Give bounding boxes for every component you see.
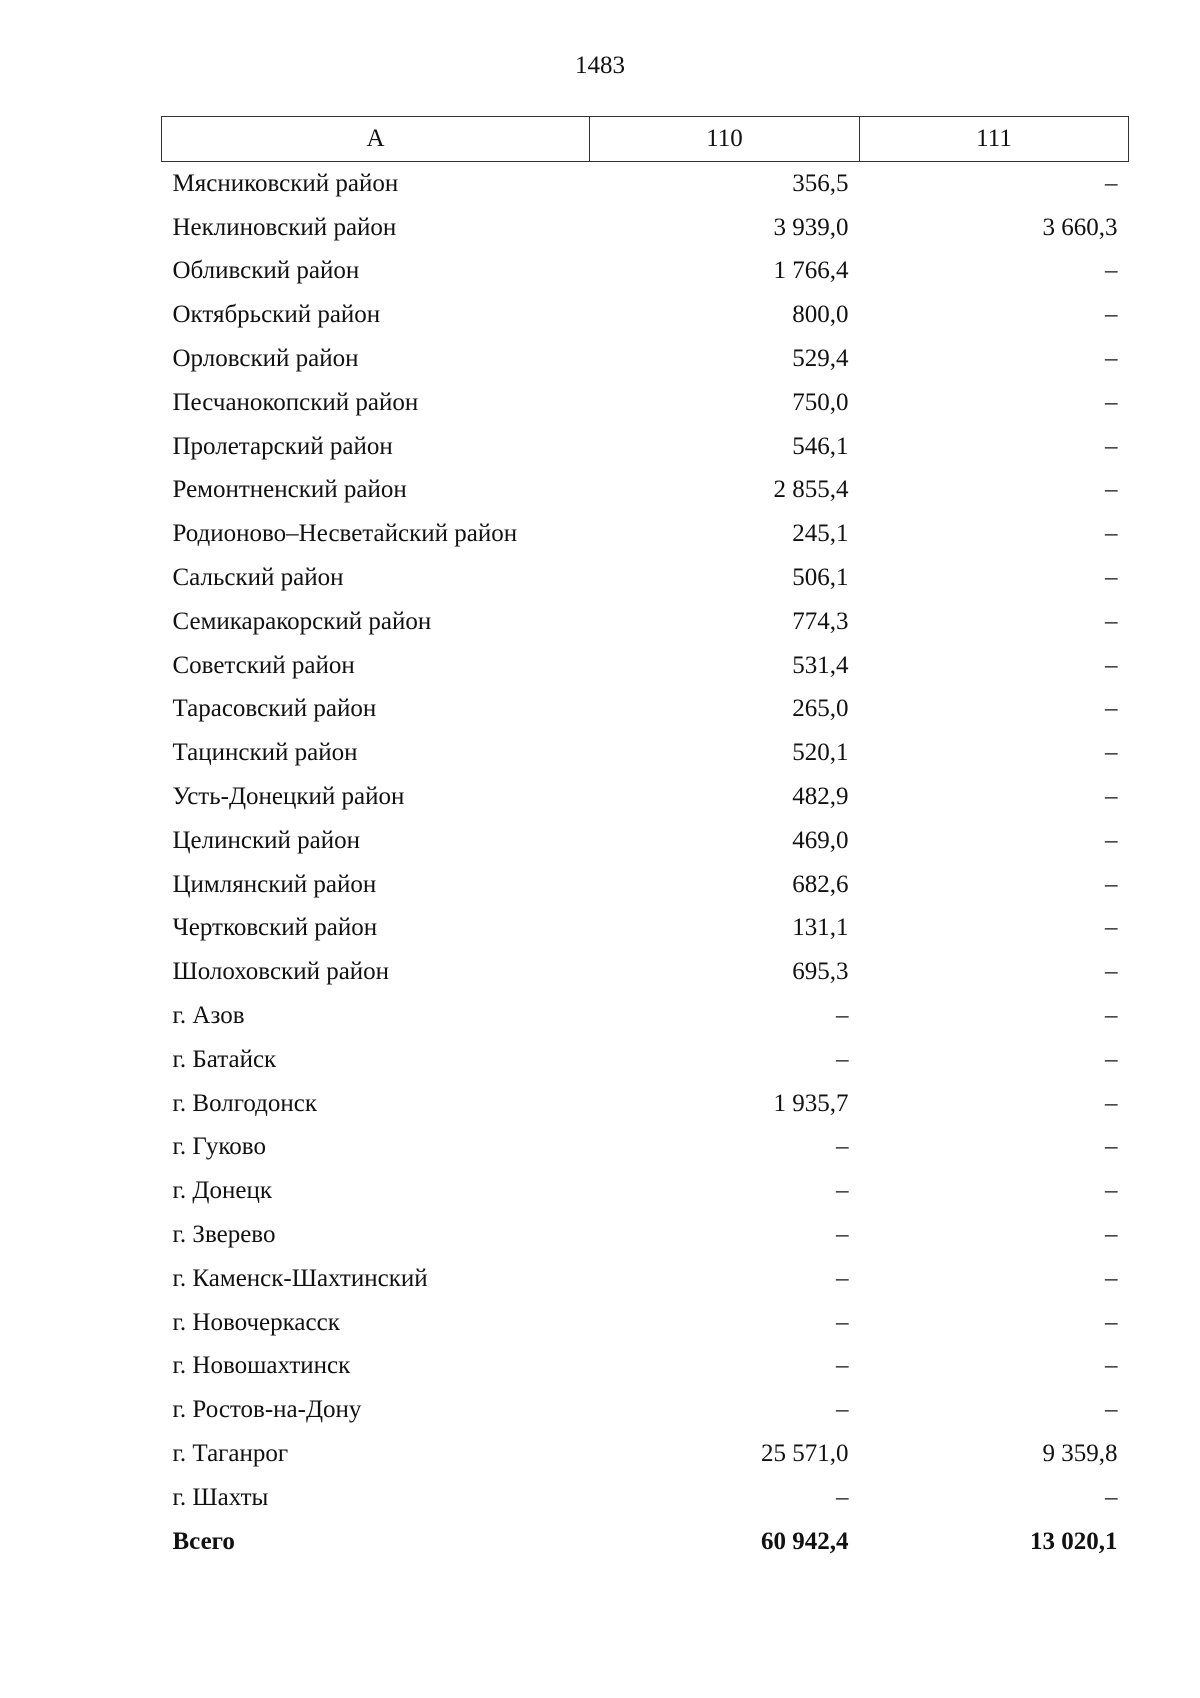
row-value-110-cell: 25 571,0 — [761, 1440, 849, 1467]
row-value-110-cell: 1 766,4 — [773, 257, 849, 285]
row-name-cell: г. Азов — [172, 1002, 245, 1030]
header-cell-111: 111 — [860, 117, 1129, 162]
row-value-111-cell: – — [1105, 388, 1118, 416]
row-value-111-cell: – — [1105, 169, 1118, 197]
budget-table — [161, 116, 1129, 1564]
row-name-cell: Целинский район — [172, 826, 360, 854]
row-name-cell: Шолоховский район — [172, 958, 390, 986]
row-name-cell: Октябрьский район — [172, 301, 381, 329]
table-row — [162, 600, 1129, 644]
header-cell-a: А — [162, 117, 590, 162]
row-value-111-cell: – — [1105, 1177, 1118, 1205]
table-row — [162, 1432, 1129, 1476]
row-name-cell: г. Гуково — [172, 1133, 266, 1161]
row-value-111-cell: – — [1105, 1308, 1118, 1336]
table-row — [162, 293, 1129, 337]
table-row — [162, 1038, 1129, 1082]
row-name-cell: г. Новочеркасск — [172, 1308, 340, 1336]
table-row — [162, 644, 1129, 688]
table-row — [162, 381, 1129, 425]
row-name-cell: г. Шахты — [172, 1483, 269, 1511]
row-value-111-cell: – — [1105, 1396, 1118, 1424]
row-value-111-cell: – — [1105, 1483, 1118, 1511]
row-value-111-cell: – — [1105, 739, 1118, 767]
row-value-111-cell: – — [1105, 651, 1118, 679]
row-name-cell: г. Таганрог — [172, 1440, 289, 1467]
table-row — [162, 863, 1129, 907]
table-body — [162, 162, 1129, 1564]
page-number: 1483 — [575, 52, 625, 79]
row-value-110-cell: 245,1 — [792, 520, 849, 548]
row-value-111-cell: 9 359,8 — [1042, 1440, 1118, 1467]
table-row — [162, 206, 1129, 250]
row-value-110-cell: 531,4 — [792, 651, 849, 679]
row-value-110-cell: – — [836, 1045, 849, 1073]
table-row — [162, 1169, 1129, 1213]
row-value-110-cell: – — [836, 1264, 849, 1292]
row-name-cell: Песчанокопский район — [172, 388, 419, 416]
row-value-111-cell: – — [1105, 564, 1118, 592]
row-value-110-cell: – — [836, 1396, 849, 1424]
row-value-111-cell: – — [1105, 520, 1118, 548]
row-name-cell: Сальский район — [172, 564, 344, 592]
row-value-111-cell: – — [1105, 1002, 1118, 1030]
row-value-110-cell: 750,0 — [792, 388, 849, 416]
row-name-cell: г. Зверево — [172, 1221, 276, 1249]
row-name-cell: г. Новошахтинск — [172, 1352, 351, 1380]
row-value-110-cell: 3 939,0 — [773, 213, 849, 241]
table-row — [162, 1126, 1129, 1170]
row-value-110-cell: 529,4 — [792, 345, 849, 373]
row-value-110-cell: 2 855,4 — [773, 476, 849, 504]
row-value-110-cell: 356,5 — [792, 169, 849, 197]
row-value-110-cell: 682,6 — [792, 870, 849, 898]
total-value-111-cell: 13 020,1 — [1030, 1527, 1118, 1555]
table-row — [162, 1301, 1129, 1345]
row-value-111-cell: 3 660,3 — [1042, 213, 1118, 241]
row-name-cell: Неклиновский район — [172, 213, 397, 241]
row-name-cell: Орловский район — [172, 345, 359, 373]
row-name-cell: г. Донецк — [172, 1177, 272, 1205]
table-row — [162, 1082, 1129, 1126]
row-value-111-cell: – — [1105, 476, 1118, 504]
total-row — [162, 1520, 1129, 1564]
row-name-cell: Чертковский район — [172, 914, 378, 942]
row-value-110-cell: – — [836, 1002, 849, 1030]
row-value-111-cell: – — [1105, 958, 1118, 986]
row-value-110-cell: – — [836, 1483, 849, 1511]
row-value-111-cell: – — [1105, 345, 1118, 373]
table-row — [162, 425, 1129, 469]
row-value-111-cell: – — [1105, 432, 1118, 460]
row-name-cell: Обливский район — [172, 257, 360, 285]
row-name-cell: Родионово–Несветайский район — [172, 520, 518, 548]
row-value-110-cell: 774,3 — [792, 607, 849, 635]
row-value-110-cell: – — [836, 1177, 849, 1205]
table-row — [162, 1476, 1129, 1520]
table-header — [162, 117, 1129, 162]
row-value-111-cell: – — [1105, 1089, 1118, 1117]
row-name-cell: г. Волгодонск — [172, 1089, 318, 1117]
row-name-cell: Пролетарский район — [172, 432, 393, 460]
row-value-111-cell: – — [1105, 914, 1118, 942]
header-cell-110: 110 — [590, 117, 860, 162]
table-row — [162, 907, 1129, 951]
row-name-cell: Ремонтненский район — [172, 476, 407, 504]
table-row — [162, 950, 1129, 994]
row-value-111-cell: – — [1105, 1352, 1118, 1380]
table-row — [162, 556, 1129, 600]
table-row — [162, 1345, 1129, 1389]
row-name-cell: г. Каменск-Шахтинский — [172, 1264, 428, 1292]
row-name-cell: г. Ростов-на-Дону — [172, 1396, 362, 1424]
table-row — [162, 731, 1129, 775]
row-value-111-cell: – — [1105, 607, 1118, 635]
row-value-110-cell: 506,1 — [792, 564, 849, 592]
row-name-cell: Советский район — [172, 651, 355, 679]
row-value-110-cell: – — [836, 1133, 849, 1161]
row-value-110-cell: 1 935,7 — [773, 1089, 849, 1117]
row-value-111-cell: – — [1105, 1221, 1118, 1249]
row-value-111-cell: – — [1105, 695, 1118, 723]
table-row — [162, 250, 1129, 294]
row-value-111-cell: – — [1105, 783, 1118, 811]
row-value-110-cell: 520,1 — [792, 739, 849, 767]
table-row — [162, 469, 1129, 513]
row-name-cell: Тарасовский район — [172, 695, 377, 723]
row-value-110-cell: 800,0 — [792, 301, 849, 329]
row-value-110-cell: 482,9 — [792, 783, 849, 811]
table-row — [162, 819, 1129, 863]
row-value-110-cell: 469,0 — [792, 826, 849, 854]
header-row — [162, 117, 1129, 162]
table-row — [162, 512, 1129, 556]
row-value-111-cell: – — [1105, 257, 1118, 285]
row-value-110-cell: 131,1 — [792, 914, 849, 942]
row-value-110-cell: – — [836, 1308, 849, 1336]
table-row — [162, 1388, 1129, 1432]
row-value-111-cell: – — [1105, 1133, 1118, 1161]
row-value-111-cell: – — [1105, 826, 1118, 854]
table-row — [162, 337, 1129, 381]
row-value-111-cell: – — [1105, 1264, 1118, 1292]
row-value-111-cell: – — [1105, 1045, 1118, 1073]
row-value-111-cell: – — [1105, 870, 1118, 898]
row-name-cell: Мясниковский район — [172, 169, 399, 197]
row-value-110-cell: – — [836, 1352, 849, 1380]
row-name-cell: Семикаракорский район — [172, 607, 432, 635]
row-value-111-cell: – — [1105, 301, 1118, 329]
row-value-110-cell: 546,1 — [792, 432, 849, 460]
row-name-cell: Цимлянский район — [172, 870, 377, 898]
table-row — [162, 1213, 1129, 1257]
row-value-110-cell: – — [836, 1221, 849, 1249]
row-name-cell: г. Батайск — [172, 1045, 277, 1073]
table-row — [162, 688, 1129, 732]
row-value-110-cell: 265,0 — [792, 695, 849, 723]
row-name-cell: Усть-Донецкий район — [172, 783, 405, 811]
row-name-cell: Тацинский район — [172, 739, 358, 767]
table-row — [162, 775, 1129, 819]
table-row — [162, 162, 1129, 206]
row-value-110-cell: 695,3 — [792, 958, 849, 986]
table-row — [162, 994, 1129, 1038]
total-name-cell: Всего — [172, 1527, 235, 1555]
total-value-110-cell: 60 942,4 — [761, 1527, 849, 1555]
table-row — [162, 1257, 1129, 1301]
